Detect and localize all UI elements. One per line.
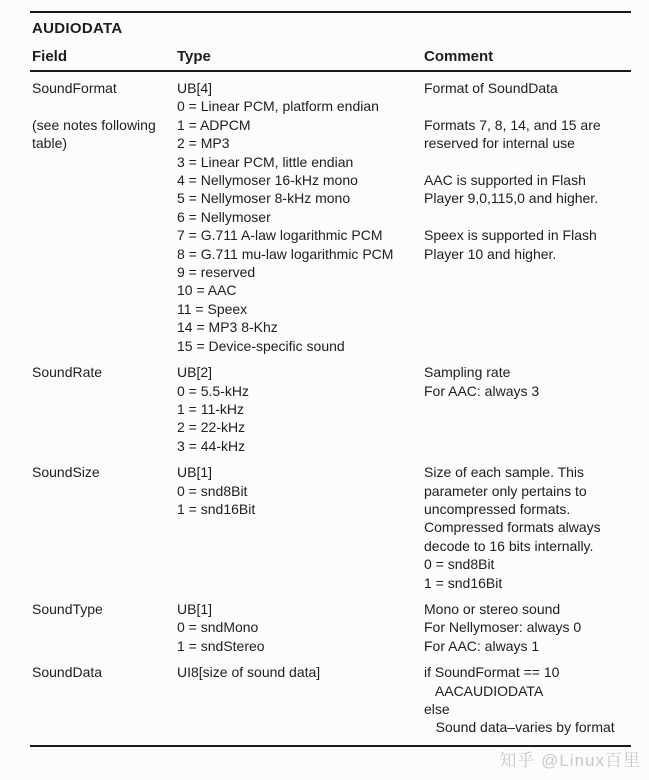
cell-line: if SoundFormat == 10 (424, 664, 560, 681)
table-row (32, 663, 631, 737)
cell-line: Player 10 and higher. (424, 245, 557, 262)
cell-line: Compressed formats always (424, 519, 601, 536)
cell-line: Format of SoundData (424, 80, 558, 96)
cell-line: decode to 16 bits internally. (424, 537, 594, 554)
comment-cell (424, 463, 631, 592)
type-cell (177, 79, 424, 355)
cell-line: 8 = G.711 mu-law logarithmic PCM (177, 245, 394, 262)
type-cell (177, 663, 424, 737)
cell-line: table) (32, 135, 68, 152)
cell-line: Size of each sample. This (424, 464, 585, 481)
cell-line: Sampling rate (424, 364, 511, 381)
cell-line: 4 = Nellymoser 16-kHz mono (177, 172, 358, 189)
page-title: AUDIODATA (32, 20, 123, 37)
cell-line: Speex is supported in Flash (424, 227, 597, 244)
cell-line: else (424, 701, 450, 717)
cell-line (32, 97, 177, 115)
cell-line: UI8[size of sound data] (177, 664, 321, 681)
cell-line: 1 = snd16Bit (424, 574, 503, 591)
cell-line: SoundType (32, 600, 103, 617)
field-cell (32, 79, 177, 355)
type-cell (177, 463, 424, 592)
header-rule (30, 70, 631, 72)
comment-cell (424, 363, 631, 455)
type-cell (177, 600, 424, 655)
column-header-comment: Comment (424, 48, 494, 65)
cell-line: 0 = snd8Bit (177, 482, 248, 499)
cell-line: 0 = 5.5-kHz (177, 382, 249, 399)
cell-line: parameter only pertains to (424, 482, 587, 499)
table-header-row (32, 48, 631, 65)
cell-line: Player 9,0,115,0 and higher. (424, 190, 599, 207)
cell-line: 0 = snd8Bit (424, 556, 495, 573)
cell-line: UB[1] (177, 464, 213, 481)
cell-line: SoundFormat (32, 80, 117, 96)
cell-line: 10 = AAC (177, 282, 237, 299)
cell-line (424, 97, 631, 115)
cell-line: SoundData (32, 664, 103, 681)
cell-line: 15 = Device-specific sound (177, 337, 345, 354)
cell-line: For AAC: always 1 (424, 637, 540, 654)
column-header-field: Field (32, 48, 68, 65)
cell-line: 1 = ADPCM (177, 116, 251, 133)
spec-table (30, 11, 631, 747)
cell-line: 2 = 22-kHz (177, 419, 246, 436)
cell-line: SoundRate (32, 364, 103, 381)
cell-line: Formats 7, 8, 14, and 15 are (424, 116, 601, 133)
cell-line: 1 = sndStereo (177, 637, 265, 654)
cell-line: AACAUDIODATA (424, 682, 544, 699)
cell-line: For Nellymoser: always 0 (424, 619, 582, 636)
cell-line: 6 = Nellymoser (177, 208, 271, 225)
cell-line: 9 = reserved (177, 264, 256, 281)
cell-line: (see notes following (32, 116, 156, 133)
cell-line: UB[1] (177, 600, 213, 617)
cell-line: 0 = sndMono (177, 619, 259, 636)
top-rule (30, 11, 631, 13)
cell-line (424, 153, 631, 171)
field-cell (32, 463, 177, 592)
cell-line (424, 208, 631, 226)
cell-line: 11 = Speex (177, 300, 248, 317)
cell-line: AAC is supported in Flash (424, 172, 586, 189)
cell-line: Sound data–varies by format (424, 719, 615, 736)
cell-line: uncompressed formats. (424, 500, 571, 517)
cell-line: 7 = G.711 A-law logarithmic PCM (177, 227, 383, 244)
spec-table-body (32, 79, 631, 737)
table-row (32, 79, 631, 355)
watermark: 知乎 @Linux百里 (499, 751, 641, 770)
type-cell (177, 363, 424, 455)
column-header-type: Type (177, 48, 211, 65)
cell-line: 3 = Linear PCM, little endian (177, 153, 354, 170)
table-row (32, 363, 631, 455)
cell-line: 14 = MP3 8-Khz (177, 319, 278, 336)
field-cell (32, 600, 177, 655)
cell-line: UB[2] (177, 364, 213, 381)
cell-line: UB[4] (177, 80, 213, 96)
field-cell (32, 663, 177, 737)
cell-line: SoundSize (32, 464, 100, 481)
table-row (32, 600, 631, 655)
cell-line: 1 = 11-kHz (177, 400, 245, 417)
cell-line: For AAC: always 3 (424, 382, 540, 399)
field-cell (32, 363, 177, 455)
comment-cell (424, 600, 631, 655)
cell-line: 2 = MP3 (177, 135, 230, 152)
cell-line: 1 = snd16Bit (177, 500, 256, 517)
cell-line: 3 = 44-kHz (177, 437, 246, 454)
cell-line: reserved for internal use (424, 135, 575, 152)
cell-line: 5 = Nellymoser 8-kHz mono (177, 190, 351, 207)
comment-cell (424, 663, 631, 737)
comment-cell (424, 79, 631, 355)
table-row (32, 463, 631, 592)
cell-line: Mono or stereo sound (424, 600, 561, 617)
cell-line: 0 = Linear PCM, platform endian (177, 98, 379, 115)
